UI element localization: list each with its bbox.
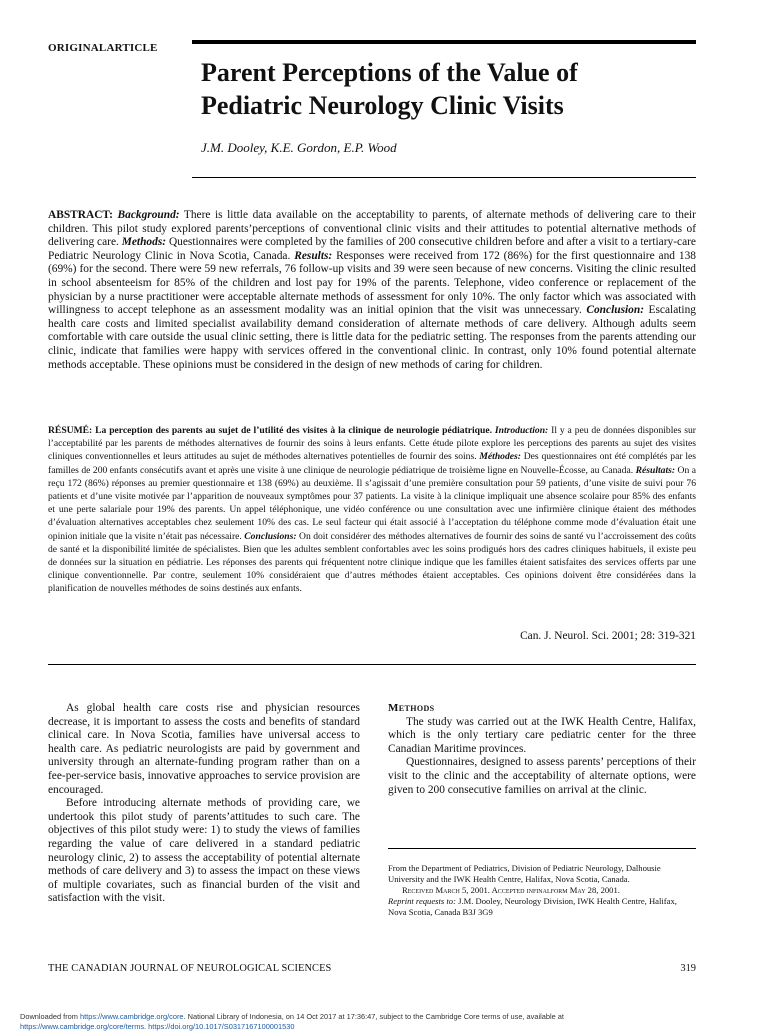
download-notice	[20, 1012, 720, 1032]
conclusion-label: Conclusion:	[586, 304, 644, 317]
body-paragraph: As global health care costs rise and physician resources decrease, it is important to assess the costs and benefits of standard clinical care. In Nova Scotia, families have universal access to health care. As pediatric neurologists are paid by government and university through an alternate-funding program rather than on a fee-per-service basis, innovative approaches to service provision are encouraged.	[48, 702, 360, 796]
background-label: Background:	[117, 209, 180, 221]
article-type-label: ORIGINALARTICLE	[48, 42, 158, 54]
footnote	[388, 863, 696, 918]
download-sep: .	[144, 1022, 147, 1031]
body-paragraph: The study was carried out at the IWK Health Centre, Halifax, which is the only tertiary care pediatric center for the three Canadian Maritime provinces.	[388, 715, 696, 755]
resume	[48, 424, 696, 596]
journal-name: THE CANADIAN JOURNAL OF NEUROLOGICAL SCIENCES	[48, 963, 332, 974]
body-paragraph: Before introducing alternate methods of providing care, we undertook this pilot study of parents’attitudes to such care. The objectives of this pilot study were: 1) to study the views of families regarding the value of care delivered in a standard pediatric neurology clinic, 2) to assess the acceptability of potential alternate methods of care delivery and 3) to assess the impact on these views of multiple covariates, such as financial burden of the visit and satisfaction with the visit.	[48, 797, 360, 905]
abstract-label: ABSTRACT:	[48, 209, 113, 221]
footnote-rule	[388, 848, 696, 849]
resume-label: RÉSUMÉ: La perception des parents au sujet de l’utilité des visites à la clinique de neurologie pédiatrique.	[48, 425, 493, 436]
page-number: 319	[680, 963, 696, 974]
methods-label: Methods:	[121, 236, 167, 249]
introduction-label: Introduction:	[494, 425, 549, 436]
footnote-received: Received March 5, 2001. Accepted infinalform May 28, 2001.	[402, 885, 620, 895]
cambridge-core-link[interactable]: https://www.cambridge.org/core	[80, 1012, 184, 1021]
resultats-label: Résultats:	[635, 464, 676, 476]
abstract-methods: Questionnaires were completed by the families of 200 consecutive children before and after a visit to a tertiary-care Pediatric Neurology Clinic in Nova Scotia, Canada.	[48, 236, 696, 262]
results-label: Results:	[294, 249, 333, 262]
resume-methodes: Des questionnaires ont été complétés par les familles de 200 enfants consécutifs avant et après une visite à une clinique de neurologie pédiatrique de troisième ligne en Nouvelle-Écosse, au Canada.	[48, 451, 696, 476]
abstract-background: There is little data available on the acceptability to parents, of alternate methods of delivering care to their children. This pilot study explored parents’perceptions of conventional clinic visits and their attitudes to potential alternative methods of delivering care.	[48, 209, 696, 249]
resume-conclusions: On doit considérer des méthodes alternatives de fournir des soins de santé vu l’accroissement des coûts de santé et la disponibilité limitée de spécialistes. Bien que les adultes semblent confortables avec les soins prodigués hors des cadres cliniques habituels, il existe peu de données sur la situation en pédiatrie. Les réponses des parents qui fréquentent notre clinique indique que les familles étaient satisfaites des services offerts par une clinique conventionnelle. Par contre, seulement 10% considéraient que d’autres méthodes étaient acceptables. Ces opinions doivent être considérées dans la planification de nouvelles méthodes de soins destinés aux enfants.	[48, 530, 697, 595]
reprint-address: J.M. Dooley, Neurology Division, IWK Health Centre, Halifax, Nova Scotia, Canada B3J 3G9	[388, 896, 677, 917]
abstract-conclusion: Escalating health care costs and limited specialist availability demand consideration of alternate methods of care delivery. Although adults seem comfortable with care outside the usual clinic setting, there is little data for the pediatric setting. The responses from the parents attending our clinic, indicate that families were happy with services offered in the conventional clinic. In contrast, only 10% found potential alternate methods acceptable. These opinions must be considered in the design of new methods of caring for children.	[48, 304, 696, 371]
download-prefix: Downloaded from	[20, 1012, 78, 1021]
doi-link[interactable]: https://doi.org/10.1017/S0317167100001530	[148, 1022, 295, 1031]
authors-rule	[192, 177, 696, 178]
top-rule	[192, 40, 696, 44]
body-left-column	[48, 702, 360, 906]
abstract	[48, 209, 696, 372]
download-middle: . National Library of Indonesia, on 14 Oct 2017 at 17:36:47, subject to the Cambridge Core terms of use, available at	[183, 1012, 564, 1021]
authors: J.M. Dooley, K.E. Gordon, E.P. Wood	[201, 140, 397, 155]
body-paragraph: Questionnaires, designed to assess parents’ perceptions of their visit to the clinic and the acceptability of alternate options, were given to 200 consecutive families on arrival at the clinic.	[388, 756, 696, 796]
citation: Can. J. Neurol. Sci. 2001; 28: 319-321	[520, 630, 696, 642]
footnote-reprint	[388, 896, 696, 918]
citation-rule	[48, 664, 696, 665]
conclusions-label: Conclusions:	[244, 530, 297, 542]
terms-link[interactable]: https://www.cambridge.org/core/terms	[20, 1022, 145, 1031]
abstract-results: Responses were received from 172 (86%) for the first questionnaire and 138 (69%) for the second. There were 59 new referrals, 76 follow-up visits and 39 were seen because of new concerns. Visiting the clinic resulted in school absenteeism for 85% of the children and lost pay for 19% of the parents. Telephone, video conference or replacement of the physician by a nurse practitioner were acceptable alternate methods of assessment for only 10%. The only factor which was associated with willingness to accept telephone as an assessment modality was an initial opinion that the visit was unnecessary.	[48, 249, 696, 317]
body-right-column	[388, 702, 696, 797]
title-line-2: Pediatric Neurology Clinic Visits	[201, 91, 564, 120]
resume-introduction: Il y a peu de données disponibles sur l’acceptabilité par les parents de méthodes alternatives de fournir des soins à leurs enfants. Cette étude pilote explore les perceptions des parents au sujet des visites cliniques conventionnelles et leurs attitudes au sujet de méthodes alternatives potentielles de fournir des soins.	[48, 425, 696, 463]
article-title	[201, 56, 696, 122]
methodes-label: Méthodes:	[479, 451, 521, 463]
footnote-affiliation: From the Department of Pediatrics, Division of Pediatric Neurology, Dalhousie University and the IWK Health Centre, Halifax, Nova Scotia, Canada.	[388, 863, 661, 884]
reprint-label: Reprint requests to:	[388, 896, 456, 906]
resume-resultats: On a reçu 172 (86%) réponses au premier questionnaire et 138 (69%) au deuxième. Il s’agissait d’une première consultation pour 59 patients, d’une visite de suivi pour 76 patients et d’une visite motivée par l’apparition de nouveaux symptômes pour 37 patients. La visite à la clinique impliquait une absence scolaire pour 85% des enfants et une perte salariale pour 19% des parents. Un appel téléphonique, une vidéo conférence ou une consultation avec une infirmière clinique étaient des méthodes d’évaluation alternatives acceptables chez seulement 10% des cas. Le seul facteur qui était associé à l’acceptation du téléphone comme mode d’évaluation était une opinion initiale que la visite n’était pas nécessaire.	[48, 464, 696, 542]
title-line-1: Parent Perceptions of the Value of	[201, 58, 578, 87]
methods-heading: Methods	[388, 702, 435, 714]
